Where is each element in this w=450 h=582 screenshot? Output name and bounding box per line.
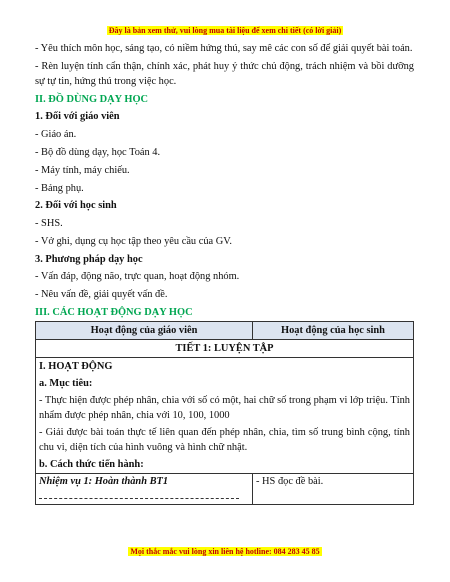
- teacher-item: - Giáo án.: [35, 129, 77, 141]
- header-banner: Đây là bản xem thử, vui lòng mua tài liệu để xem chi tiết (có lời giải): [108, 26, 342, 35]
- teacher-item: - Bộ đồ dùng dạy, học Toán 4.: [35, 147, 161, 158]
- task-cell-student: - HS đọc đề bài.: [253, 474, 414, 505]
- lesson-period-title: TIẾT 1: LUYỆN TẬP: [36, 340, 414, 358]
- col-header-teacher: Hoạt động của giáo viên: [36, 322, 253, 340]
- goal-item: - Giải được bài toán thực tế liên quan đến phép nhân, chia, tìm số trung bình cộng, tính chu vi, diện tích của hình vuông và hình chữ nhật.: [39, 427, 410, 454]
- activity-title: I. HOẠT ĐỘNG: [39, 361, 113, 373]
- footer-banner: Mọi thắc mắc vui lòng xin liên hệ hotline: 084 283 45 85: [130, 547, 320, 556]
- method-item: - Nêu vấn đề, giải quyết vấn đề.: [35, 289, 168, 301]
- task-cell-teacher: [36, 474, 253, 505]
- method-item: - Vấn đáp, động não, trực quan, hoạt động nhóm.: [35, 271, 240, 283]
- activities-table: [35, 321, 414, 505]
- table-row: [36, 358, 414, 474]
- goal-item: - Thực hiện được phép nhân, chia với số có một, hai chữ số trong phạm vi lớp triệu. Tính nhẩm được phép nhân, chia với 10, 100, 1000: [39, 395, 410, 422]
- method-steps-heading: b. Cách thức tiến hành:: [39, 459, 144, 471]
- intro-paragraph-1: - Yêu thích môn học, sáng tạo, có niềm hứng thú, say mê các con số để giải quyết bài toán.: [35, 43, 413, 54]
- student-item: - SHS.: [35, 218, 63, 230]
- table-header-row: [36, 322, 414, 340]
- intro-paragraph-2: - Rèn luyện tính cẩn thận, chính xác, phát huy ý thức chủ động, trách nhiệm và bồi dưỡng sự tự tin, hứng thú trong việc học.: [35, 60, 414, 87]
- student-heading: 2. Đối với học sinh: [35, 200, 117, 212]
- section-3-title: III. CÁC HOẠT ĐỘNG DẠY HỌC: [35, 306, 193, 318]
- goal-heading: a. Mục tiêu:: [39, 378, 93, 390]
- document-body: [35, 41, 414, 505]
- student-item: - Vở ghi, dụng cụ học tập theo yêu cầu của GV.: [35, 235, 232, 247]
- teacher-item: - Máy tính, máy chiếu.: [35, 164, 130, 176]
- teacher-heading: 1. Đối với giáo viên: [35, 111, 120, 123]
- col-header-student: Hoạt động của học sinh: [253, 322, 414, 340]
- dashed-divider: [39, 498, 239, 499]
- table-row: [36, 340, 414, 358]
- activity-cell: [36, 358, 414, 474]
- section-2-title: II. ĐỒ DÙNG DẠY HỌC: [35, 93, 149, 105]
- task-label: Nhiệm vụ 1: Hoàn thành BT1: [39, 476, 169, 488]
- method-heading: 3. Phương pháp dạy học: [35, 253, 143, 265]
- table-row: [36, 474, 414, 505]
- teacher-item: - Bảng phụ.: [35, 182, 84, 194]
